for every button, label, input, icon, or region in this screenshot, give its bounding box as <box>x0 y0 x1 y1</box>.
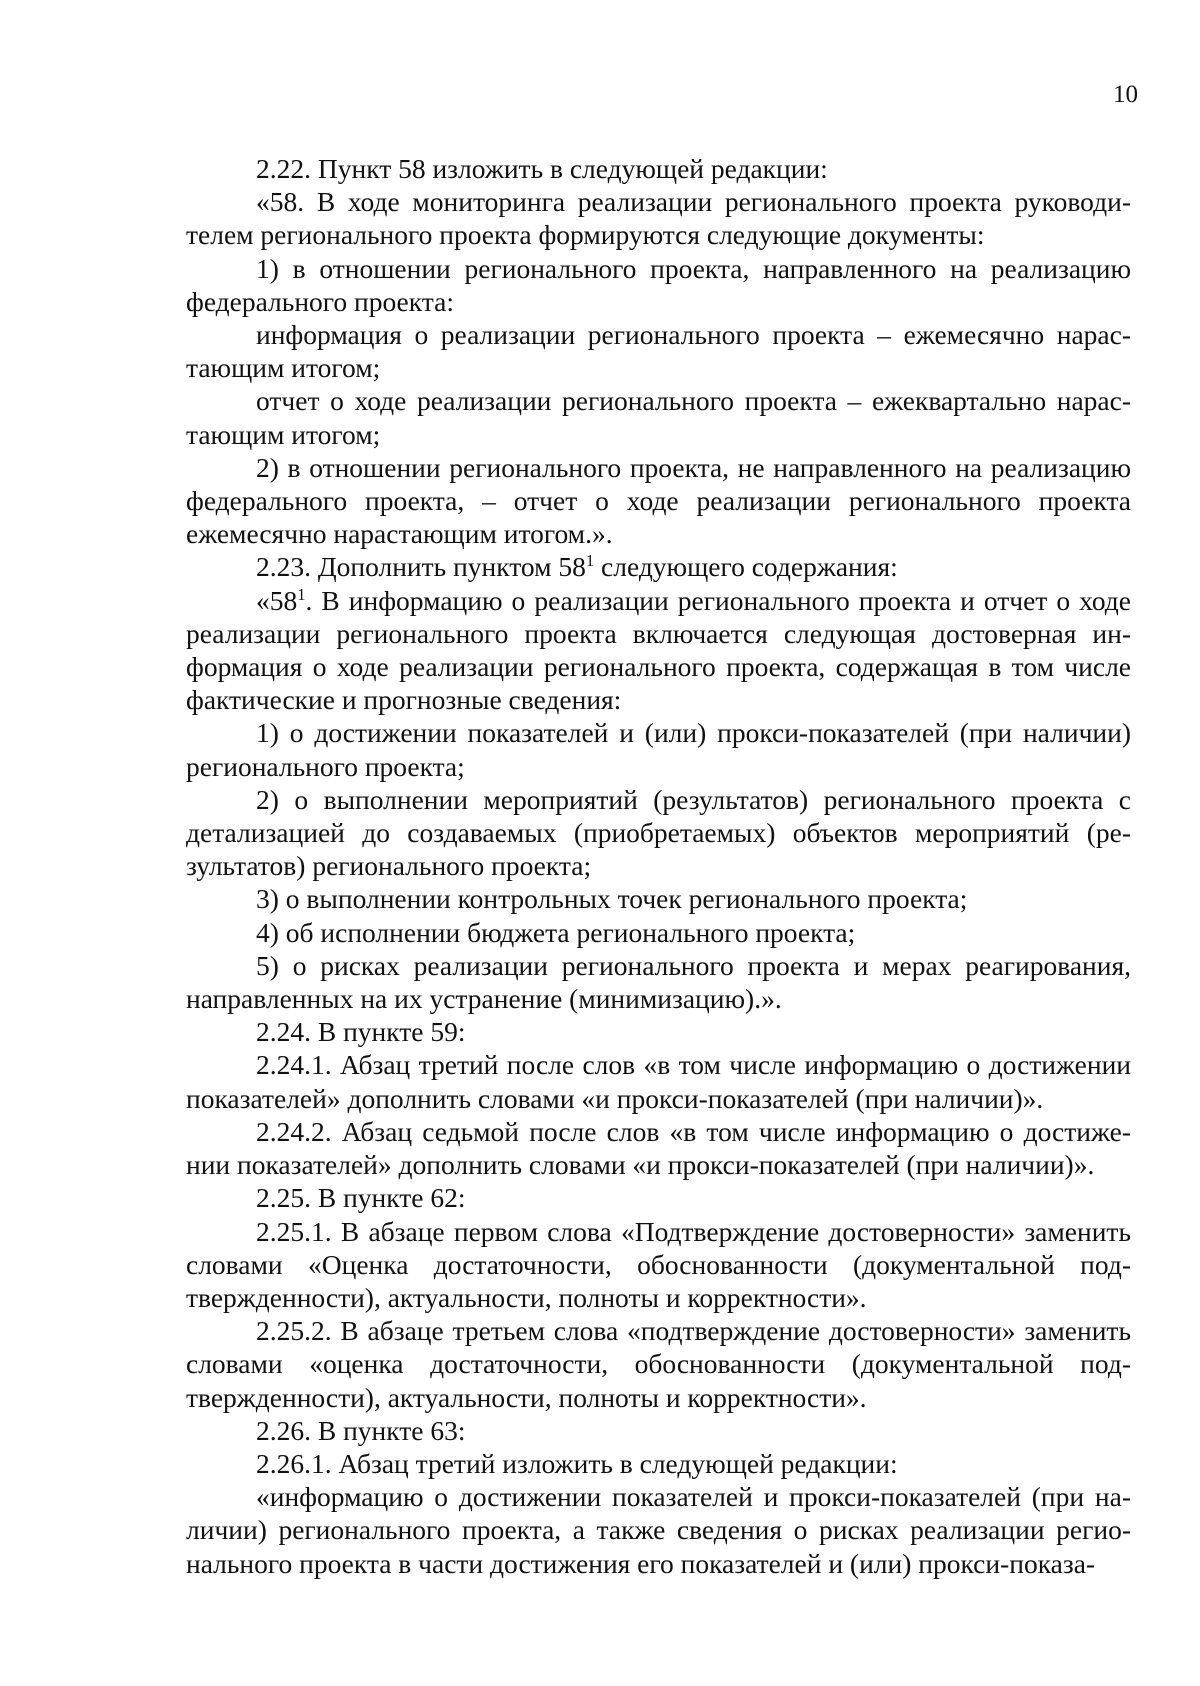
paragraph-58-1-item-4: 4) об исполнении бюджета регионального проекта; <box>256 916 856 948</box>
paragraph-2-23: 2.23. Дополнить пунктом $58^1$ следующего содержания: <box>256 551 898 583</box>
superscript: 1 <box>297 584 306 604</box>
paragraph-2-22: 2.22. Пункт 58 изложить в следующей редакции: <box>256 153 828 184</box>
paragraph-58-1-item-5: 5) о рисках реализации регионального проекта и мерах реагирования, направленных на их устранение (минимизацию).». <box>186 949 1131 1015</box>
paragraph-58-info: информация о реализации регионального проекта – ежемесячно нарастающим итогом; <box>186 319 1131 384</box>
superscript: 1 <box>585 551 595 571</box>
paragraph-63-new-text: «информацию о достижении показателей и прокси-показателей (при наличии) регионального проекта, а также сведения о рисках реализации регионального проекта в части достижения его показателей и (или) прокси-показа- <box>186 1481 1131 1579</box>
paragraph-58-1-item-2: 2) о выполнении мероприятий (результатов) регионального проекта с детализацией до создаваемых (приобретаемых) объектов мероприятий (результатов) регионального проекта; <box>186 783 1131 882</box>
paragraph-58-item-1: 1) в отношении регионального проекта, направленного на реализацию федерального проекта: <box>186 252 1131 317</box>
paragraph-58-report: отчет о ходе реализации регионального проекта – ежеквартально нарастающим итогом; <box>186 385 1131 450</box>
paragraph-58-item-2: 2) в отношении регионального проекта, не направленного на реализацию федерального проекта, – отчет о ходе реализации регионального проекта ежемесячно нарастающим итогом.». <box>186 451 1131 550</box>
paragraph-58-1-item-1: 1) о достижении показателей и (или) прокси-показателей (при наличии) регионального проекта; <box>186 717 1131 782</box>
paragraph-2-26-1: 2.26.1. Абзац третий изложить в следующей редакции: <box>256 1447 898 1479</box>
paragraph-2-26: 2.26. В пункте 63: <box>256 1414 466 1446</box>
paragraph-2-25: 2.25. В пункте 62: <box>256 1182 466 1214</box>
paragraph-2-24: 2.24. В пункте 59: <box>256 1016 466 1048</box>
paragraph-2-25-1: 2.25.1. В абзаце первом слова «Подтверждение достоверности» заменить словами «Оценка достаточности, обоснованности (документальной подтвержденности), актуальности, полноты и корректности». <box>186 1215 1131 1313</box>
paragraph-58-1-intro: «$58^1$. В информацию о реализации регионального проекта и отчет о ходе реализации регионального проекта включается следующая достоверная информация о ходе реализации регионального проекта, содержащая в том числе фактические и прогнозные сведения: <box>186 584 1131 716</box>
paragraph-2-24-2: 2.24.2. Абзац седьмой после слов «в том числе информацию о достижении показателей» дополнить словами «и прокси-показателей (при наличии)». <box>186 1115 1131 1181</box>
document-body <box>186 152 1131 1580</box>
paragraph-2-25-2: 2.25.2. В абзаце третьем слова «подтверждение достоверности» заменить словами «оценка достаточности, обоснованности (документальной подтвержденности), актуальности, полноты и корректности». <box>186 1315 1131 1413</box>
paragraph-58-intro: «58. В ходе мониторинга реализации регионального проекта руководителем регионального проекта формируются следующие документы: <box>186 186 1131 251</box>
paragraph-2-24-1: 2.24.1. Абзац третий после слов «в том числе информацию о достижении показателей» дополнить словами «и прокси-показателей (при наличии)». <box>186 1049 1131 1114</box>
page-number: 10 <box>1113 81 1138 108</box>
paragraph-58-1-item-3: 3) о выполнении контрольных точек регионального проекта; <box>256 883 968 915</box>
